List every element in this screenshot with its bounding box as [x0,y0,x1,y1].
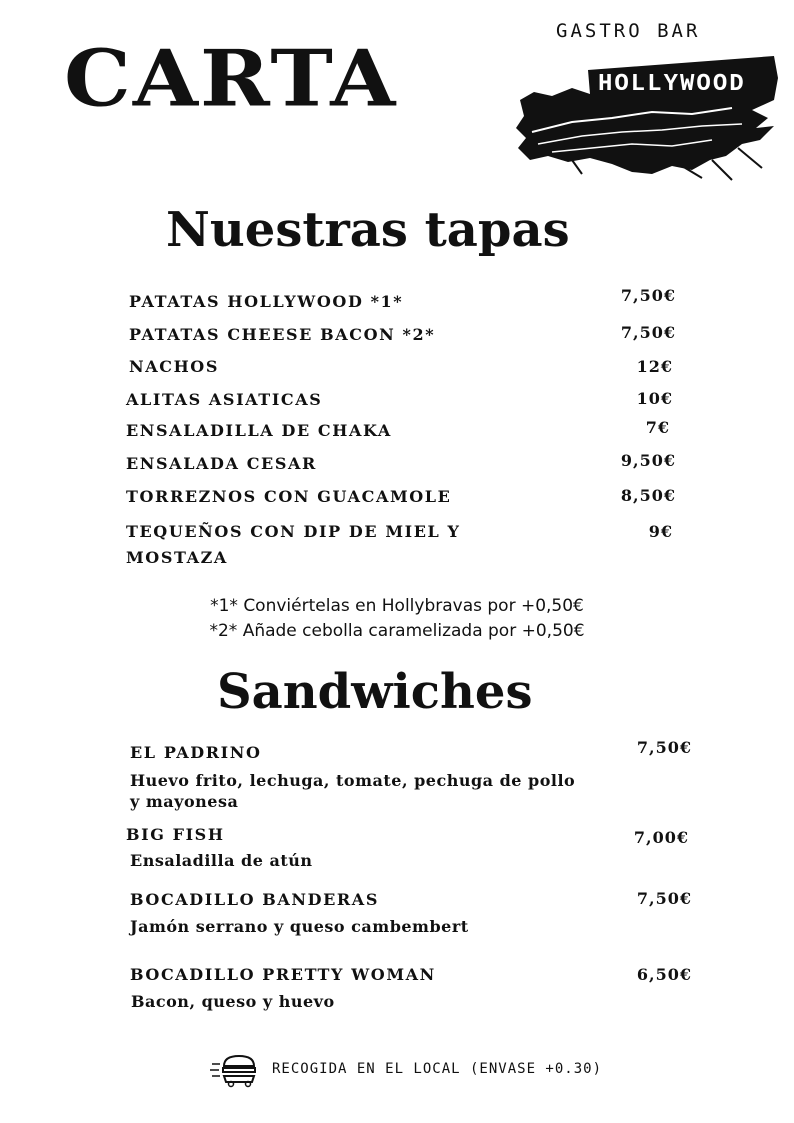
tapa-name: ALITAS ASIATICAS [126,390,323,409]
tapa-price: 7€ [645,418,670,437]
sandwich-name: BOCADILLO BANDERAS [130,890,379,909]
hollywood-logo [512,48,784,188]
sandwich-name: BIG FISH [126,825,225,844]
sandwich-price: 7,50€ [636,738,692,757]
tapa-price: 10€ [636,389,673,408]
tapa-name: PATATAS CHEESE BACON *2* [129,325,436,344]
sandwich-desc: Jamón serrano y queso cambembert [130,917,469,936]
sandwich-price: 6,50€ [636,965,692,984]
tapa-name: NACHOS [129,357,219,376]
tapa-name: ENSALADILLA DE CHAKA [126,421,392,440]
tapa-price: 8,50€ [620,486,676,505]
tapa-name: ENSALADA CESAR [126,454,317,473]
sandwich-name: EL PADRINO [130,743,262,762]
sandwich-price: 7,00€ [633,828,689,847]
tapas-note: *1* Conviértelas en Hollybravas por +0,50€ [210,596,584,616]
sandwich-desc: y mayonesa [130,792,239,811]
tapa-name: PATATAS HOLLYWOOD *1* [129,292,404,311]
pickup-note: RECOGIDA EN EL LOCAL (ENVASE +0.30) [272,1061,603,1077]
sandwich-desc: Bacon, queso y huevo [131,992,335,1011]
tapa-price: 7,50€ [620,323,676,342]
sandwich-price: 7,50€ [636,889,692,908]
tapa-price: 9,50€ [620,451,676,470]
sandwich-desc: Ensaladilla de atún [130,851,313,870]
sandwich-desc: Huevo frito, lechuga, tomate, pechuga de pollo [130,771,576,790]
tapa-name: TORREZNOS CON GUACAMOLE [126,487,452,506]
tapa-price: 7,50€ [620,286,676,305]
sandwich-name: BOCADILLO PRETTY WOMAN [130,965,436,984]
menu-title: CARTA [64,32,398,124]
tapa-name: TEQUEÑOS CON DIP DE MIEL Y [126,522,461,541]
tapa-price: 12€ [636,357,673,376]
tapas-note: *2* Añade cebolla caramelizada por +0,50€ [209,621,585,641]
delivery-burger-icon [210,1052,256,1088]
tapa-name: MOSTAZA [126,548,228,567]
tapas-title: Nuestras tapas [166,202,570,258]
logo-text: HOLLYWOOD [598,71,746,98]
sandwiches-title: Sandwiches [217,664,533,720]
tapa-price: 9€ [648,522,673,541]
gastro-bar-label: GASTRO BAR [556,20,701,42]
